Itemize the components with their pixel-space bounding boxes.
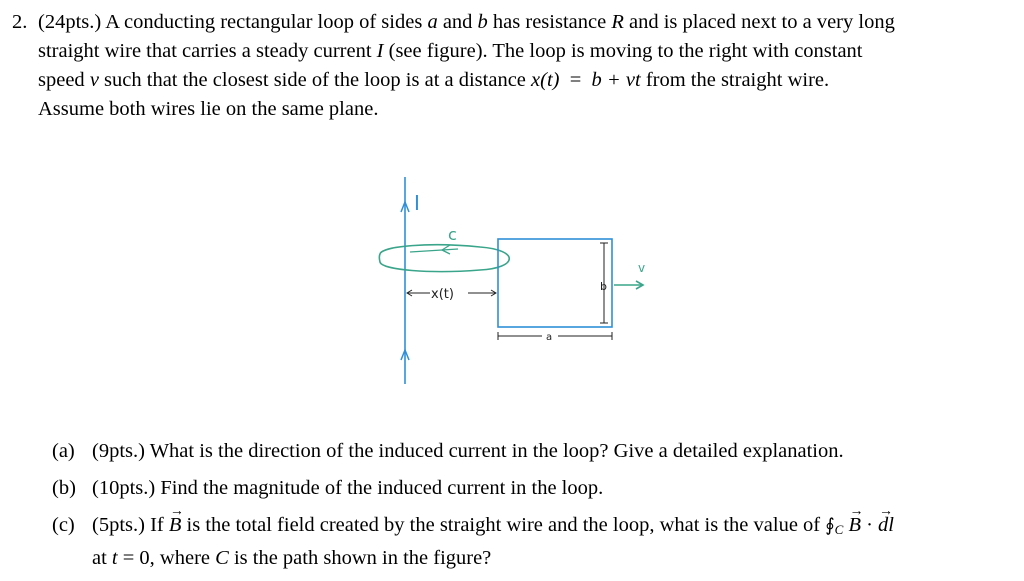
vector-B-integrand: B → bbox=[848, 511, 861, 540]
part-text: = 0, where bbox=[122, 547, 211, 569]
var-R: R bbox=[611, 11, 624, 33]
label-path-C: c bbox=[448, 225, 457, 244]
problem-text: and is placed next to a very long bbox=[628, 11, 895, 33]
rectangular-loop bbox=[498, 239, 612, 327]
problem-text: A conducting rectangular loop of sides bbox=[105, 11, 423, 33]
problem-number: 2. bbox=[12, 11, 28, 33]
part-c bbox=[52, 511, 1002, 573]
problem-body bbox=[12, 8, 1002, 37]
label-a: a bbox=[546, 332, 553, 343]
problem-text: straight wire that carries a steady current bbox=[38, 40, 372, 62]
label-b: b bbox=[600, 280, 607, 293]
problem-text: speed bbox=[38, 69, 85, 91]
expr-rhs: b + vt bbox=[591, 69, 641, 91]
part-a bbox=[52, 437, 1002, 466]
var-I: I bbox=[376, 40, 384, 62]
expr-eq: = bbox=[569, 69, 582, 91]
part-label: (b) bbox=[52, 477, 76, 499]
dot-product: · bbox=[866, 514, 873, 536]
part-text: at bbox=[92, 547, 107, 569]
label-velocity: v bbox=[638, 261, 646, 275]
problem-text: from the straight wire. bbox=[645, 69, 830, 91]
part-label: (c) bbox=[52, 514, 75, 536]
var-v: v bbox=[89, 69, 99, 91]
contour-integral-symbol: ∮ bbox=[825, 515, 835, 535]
problem-line bbox=[12, 37, 1002, 66]
problem-line bbox=[12, 95, 1002, 124]
expr-xt: x(t) bbox=[531, 69, 560, 91]
figure bbox=[370, 172, 660, 392]
problem-text: and bbox=[442, 11, 473, 33]
problem-text: Assume both wires lie on the same plane. bbox=[38, 98, 379, 120]
integral-subscript-C: C bbox=[834, 522, 844, 537]
part-c-line2 bbox=[52, 544, 1002, 573]
part-text: (9pts.) What is the direction of the induced current in the loop? Give a detailed explanation. bbox=[92, 440, 844, 462]
var-a: a bbox=[427, 11, 438, 33]
part-text: is the path shown in the figure? bbox=[233, 547, 492, 569]
part-text: is the total field created by the straight wire and the loop, what is the value of bbox=[186, 514, 821, 536]
var-b: b bbox=[477, 11, 488, 33]
problem-statement bbox=[12, 8, 1002, 124]
loop-wire-diagram bbox=[370, 172, 660, 392]
path-arrow-line bbox=[410, 249, 458, 252]
part-text: (10pts.) Find the magnitude of the induced current in the loop. bbox=[92, 477, 604, 499]
part-text: (5pts.) If bbox=[92, 514, 164, 536]
problem-text: such that the closest side of the loop is at a distance bbox=[104, 69, 526, 91]
label-x-of-t: x(t) bbox=[431, 287, 454, 302]
problem-text: has resistance bbox=[492, 11, 607, 33]
var-C: C bbox=[215, 547, 229, 569]
problem-line bbox=[12, 66, 1002, 95]
var-t: t bbox=[111, 547, 118, 569]
vector-B: B → bbox=[169, 511, 182, 540]
part-label: (a) bbox=[52, 440, 75, 462]
vector-dl: dl → bbox=[878, 511, 894, 540]
label-current-I: I bbox=[414, 191, 420, 215]
problem-points: (24pts.) bbox=[38, 11, 102, 33]
sub-questions bbox=[52, 437, 1002, 581]
problem-text: (see figure). The loop is moving to the right with constant bbox=[388, 40, 863, 62]
